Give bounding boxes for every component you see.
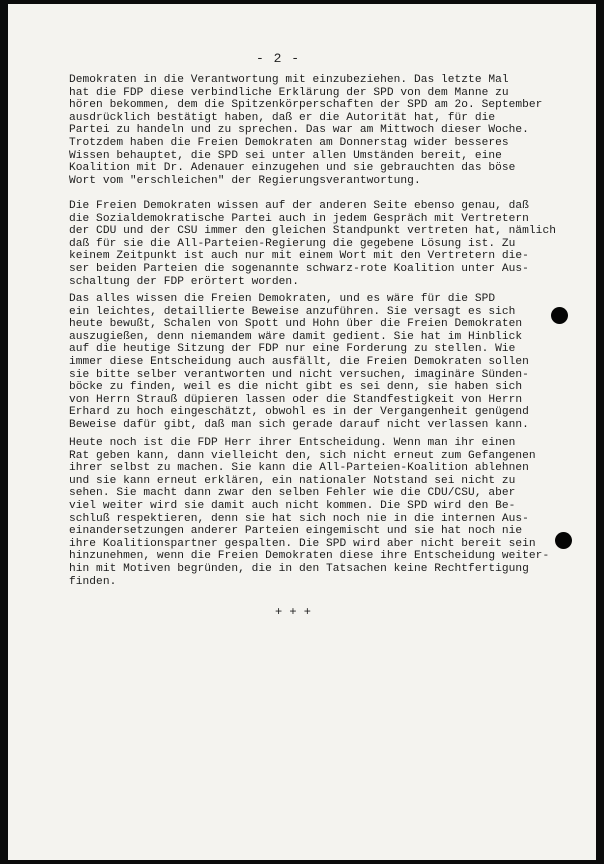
text-line: Das alles wissen die Freien Demokraten, und es wäre für die SPD xyxy=(69,293,496,305)
paragraph-3 xyxy=(69,293,579,432)
text-line: Die Freien Demokraten wissen auf der anderen Seite ebenso genau, daß xyxy=(69,200,529,212)
text-line: Heute noch ist die FDP Herr ihrer Entscheidung. Wenn man ihr einen xyxy=(69,437,516,449)
closing-mark: + + + xyxy=(275,605,312,619)
text-line: daß für sie die All-Parteien-Regierung die gegebene Lösung ist. Zu xyxy=(69,237,516,250)
text-line: hören bekommen, dem die Spitzenkörperschaften der SPD am 2o. September xyxy=(69,99,543,112)
text-line: ihrer selbst zu machen. Sie kann die All-Parteien-Koalition ablehnen xyxy=(69,462,529,475)
text-line: hin mit Motiven begründen, die in den Tatsachen keine Rechtfertigung xyxy=(69,562,529,575)
punch-hole xyxy=(551,307,568,324)
text-line: keinem Zeitpunkt ist auch nur mit einem Wort mit den Vertretern die- xyxy=(69,250,529,263)
text-line: Demokraten in die Verantwortung mit einzubeziehen. Das letzte Mal xyxy=(69,74,509,86)
text-line: ihre Koalitionspartner gespalten. Die SPD wird aber nicht bereit sein xyxy=(69,537,536,550)
text-line: auszugießen, denn niemandem wäre damit gedient. Sie hat im Hinblick xyxy=(69,330,523,343)
text-line: hinzunehmen, wenn die Freien Demokraten diese ihre Entscheidung weiter- xyxy=(69,550,550,563)
paragraph-2 xyxy=(69,200,579,288)
text-line: auf die heutige Sitzung der FDP nur eine Forderung zu stellen. Wie xyxy=(69,343,516,356)
document-page xyxy=(8,4,596,860)
text-line: sehen. Sie macht dann zwar den selben Fehler wie die CDU/CSU, aber xyxy=(69,487,516,500)
text-line: Beweise dafür gibt, daß man sich gerade darauf nicht verlassen kann. xyxy=(69,418,529,431)
text-line: finden. xyxy=(69,575,117,588)
text-line: Koalition mit Dr. Adenauer einzugehen und sie gebrauchten das böse xyxy=(69,162,516,175)
text-line: einandersetzungen anderer Parteien eingemischt und sie hat noch nie xyxy=(69,525,523,538)
text-line: ein leichtes, detaillierte Beweise anzuführen. Sie versagt es sich xyxy=(69,305,516,318)
paragraph-1 xyxy=(69,74,579,187)
text-line: Rat geben kann, dann vielleicht den, sich nicht erneut zum Gefangenen xyxy=(69,449,536,462)
text-line: heute bewußt, Schalen von Spott und Hohn über die Freien Demokraten xyxy=(69,318,523,331)
text-line: von Herrn Strauß düpieren lassen oder die Standfestigkeit von Herrn xyxy=(69,393,523,406)
text-line: Wort vom "erschleichen" der Regierungsverantwortung. xyxy=(69,174,421,187)
punch-hole xyxy=(555,532,572,549)
text-line: schluß respektieren, denn sie hat sich noch nie in die internen Aus- xyxy=(69,512,529,525)
text-line: Partei zu handeln und zu sprechen. Das war am Mittwoch dieser Woche. xyxy=(69,124,529,137)
page-number: - 2 - xyxy=(256,51,301,66)
text-line: der CDU und der CSU immer den gleichen Standpunkt vertreten hat, nämlich xyxy=(69,225,556,238)
text-line: Wissen behauptet, die SPD sei unter allen Umständen bereit, eine xyxy=(69,149,502,162)
text-line: schaltung der FDP erörtert worden. xyxy=(69,275,299,288)
text-line: Erhard zu hoch eingeschätzt, obwohl es in der Vergangenheit genügend xyxy=(69,406,529,419)
text-line: hat die FDP diese verbindliche Erklärung der SPD von dem Manne zu xyxy=(69,86,509,99)
text-line: böcke zu finden, weil es die nicht gibt es sei denn, sie haben sich xyxy=(69,381,523,394)
text-line: sie bitte selber verantworten und nicht versuchen, imaginäre Sünden- xyxy=(69,368,529,381)
text-line: die Sozialdemokratische Partei auch in jedem Gespräch mit Vertretern xyxy=(69,212,529,225)
text-line: viel weiter wird sie damit auch nicht kommen. Die SPD wird den Be- xyxy=(69,499,516,512)
text-line: ser beiden Parteien die sogenannte schwarz-rote Koalition unter Aus- xyxy=(69,262,529,275)
text-line: und sie kann erneut erklären, ein nationaler Notstand sei nicht zu xyxy=(69,474,516,487)
paragraph-4 xyxy=(69,437,579,588)
text-line: ausdrücklich bestätigt haben, daß er die Autorität hat, für die xyxy=(69,111,496,124)
text-line: Trotzdem haben die Freien Demokraten am Donnerstag wider besseres xyxy=(69,136,509,149)
text-line: immer diese Entscheidung auch ausfällt, die Freien Demokraten sollen xyxy=(69,355,529,368)
